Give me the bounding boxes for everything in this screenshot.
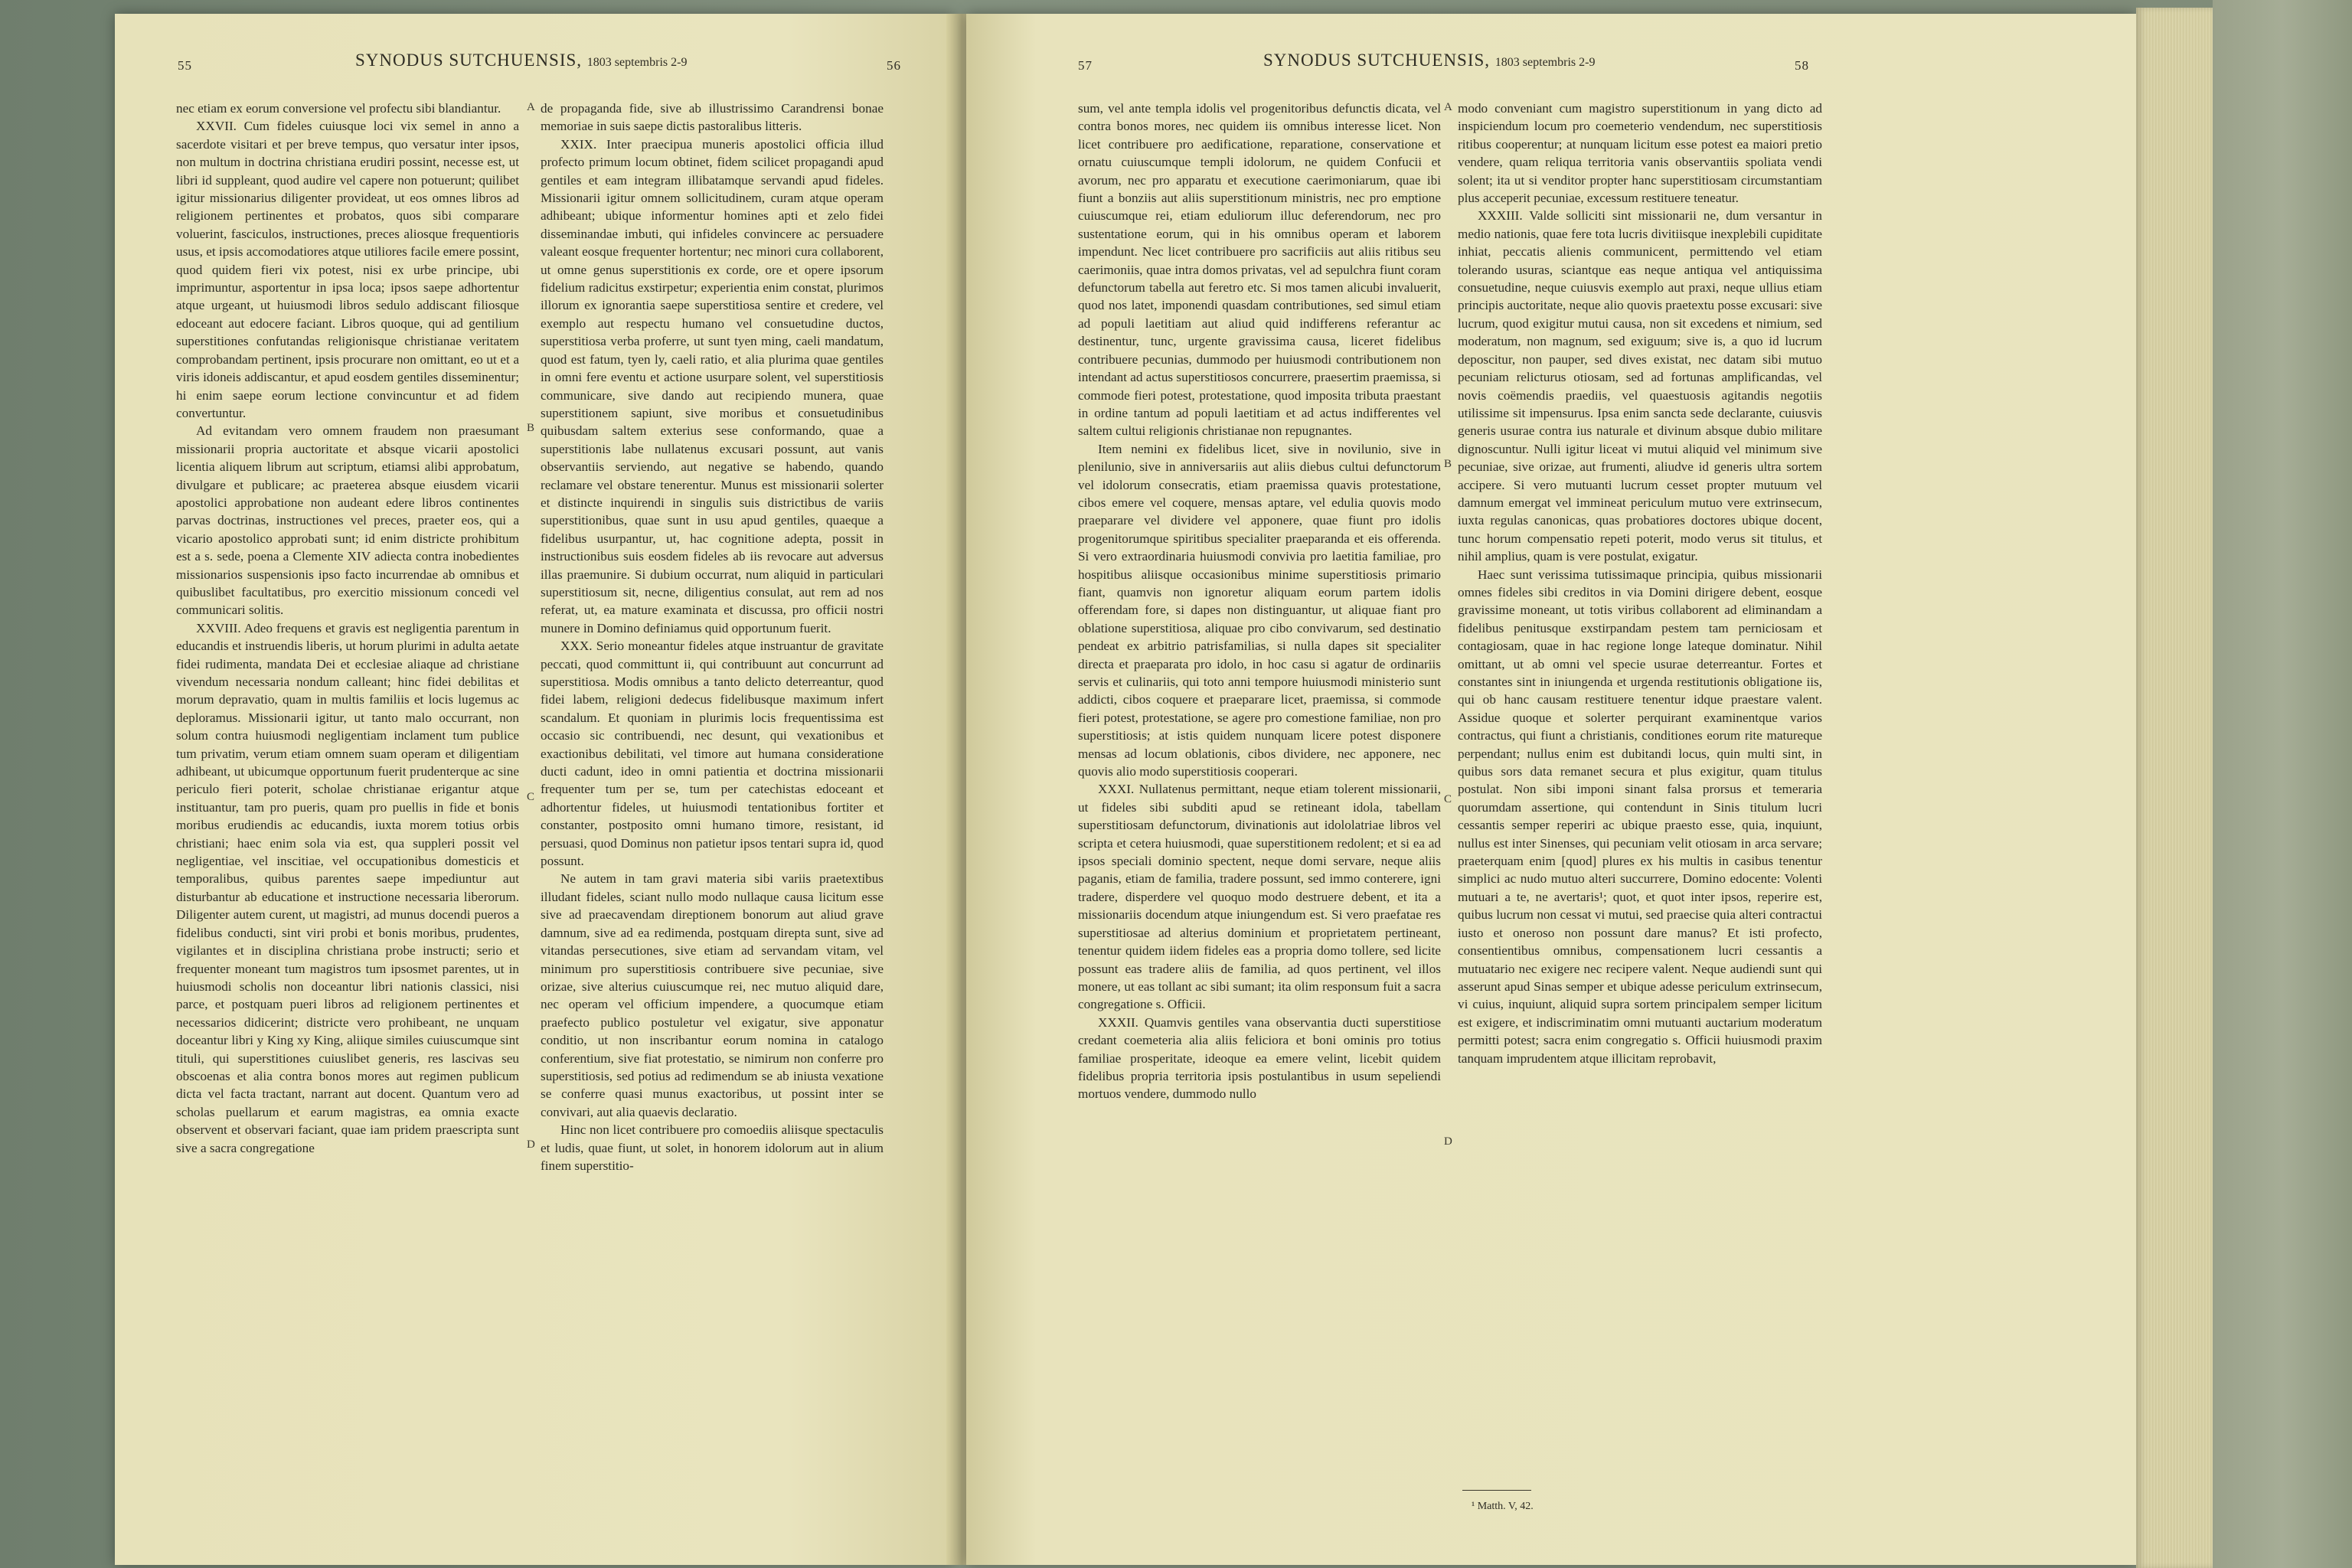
paragraph-xxviii: XXVIII. Adeo frequens et gravis est negligentia parentum in educandis et instruendis liberis, ut horum plurimi in adulta aetate fidei rudimenta, mandata Dei et ecclesiae aliaque ad christiane vivendum necessaria nondum calleant; hinc fidei debilitas et morum depravatio, quam in multis familiis et locis lugemus ac deploramus. Missionarii igitur, ut tanto malo occurrant, non solum contra huiusmodi negligentiam inclament tum publice tum privatim, verum etiam omnem suam operam et diligentiam adhibeant, ut ubicumque opportunum fuerit prudenterque ac sine periculo fieri poterit, scholae christianae erigantur atque instituantur, tam pro pueris, quam pro puellis in fide et bonis moribus erudiendis ac educandis, iuxta morem totius orbis christiani; haec enim sola via est, qua suppleri possit vel negligentiae, vel inscitiae, vel occupationibus domesticis et temporalibus, quibus parentes saepe impediuntur aut disturbantur ab educatione et instructione necessaria liberorum. Diligenter autem curent, ut magistri, ad munus docendi pueros a fidelibus conducti, sint viri probi et bonis moribus, prudentes, vigilantes et in disciplina christiana probe instructi; serio et frequenter moneant tum magistros tum ipsosmet parentes, ut in huiusmodi scholis non doceantur libri nationis classici, nisi parce, et postquam pueri libros ad religionem pertinentes et necessarios didicerint; districte vero prohibeant, ne unquam doceantur libri y King xy King, aliique similes cuiuscumque sint tituli, qui superstitiones cuiuslibet generis, res lascivas seu obscoenas et alia contra bonos mores aut regimen publicum dicta vel facta tractant, narrant aut docent. Quantum vero ad scholas puellarum et earum magistras, ea omnia exacte observent et observari faciant, quae iam pridem praescripta sunt sive a sacra congregatione (176, 620, 519, 1155)
left-page-column-1 (176, 100, 519, 1539)
book-page-edges (2136, 8, 2213, 1568)
footnote: ¹ Matth. V, 42. (1472, 1501, 1534, 1512)
margin-letter-d: D (1444, 1135, 1452, 1148)
right-page (966, 14, 2136, 1565)
left-page (115, 14, 954, 1565)
paragraph: sum, vel ante templa idolis vel progenitoribus defunctis dicata, vel contra bonos mores, nec quidem iis omnibus interesse licet. Non licet contribuere pro aedificatione, reparatione, conservatione et ornatu cuiuscumque templi idolorum, ne quidem Confucii et avorum, nec pro apparatu et executione caerimoniarum, quae ibi fiunt a bonziis aut aliis superstitionum ministris, nec pro emptione cuiuscumque rei, etiam eduliorum illuc deferendorum, nec pro sustentatione eorum, qui in his omnibus operam et laborem impendunt. Nec licet contribuere pro sacrificiis aut aliis ritibus seu caerimoniis, quae intra domos privatas, vel ad sepulchra fiunt coram defunctorum tabella aut feretro etc. Si mos tamen alicubi invaluerit, quod nos latet, imponendi quasdam contributiones, sed simul etiam ad populi laetitiam aut aliud quid indifferens referantur ac destinentur, tunc, urgente gravissima causa, liceret fidelibus contribuere pecunias, dummodo per huiusmodi contributionem non intendant ad actus superstitiosos concurrere, praesertim praemissa, si commode fieri potest, protestatione, quod imposita tributa praestant in ordine tantum ad populi laetitiam et ad actus indifferentes vel saltem cultui religionis christianae non repugnantes. (1078, 101, 1441, 439)
page-number-55: 55 (178, 58, 192, 73)
paragraph: Ad evitandam vero omnem fraudem non praesumant missionarii propria auctoritate et absque vicarii apostolici licentia aliquem librum aut scriptum, etiamsi alibi approbatum, divulgare et publicare; ac praeterea absque eiusdem vicarii apostolici approbatione non audeant edere libros continentes parvas doctrinas, instructiones vel preces, praeter eos, qui a vicario apostolico approbati sunt; id enim districte prohibitum est a s. sede, poena a Clemente XIV adiecta contra inobedientes missionarios suspensionis ipso facto incurrendae ab omnibus et quibuslibet facultatibus, pro exercitio missionum concedi vel communicari solitis. (176, 423, 519, 618)
page-number-56: 56 (887, 58, 901, 73)
footnote-rule (1462, 1490, 1531, 1491)
paragraph-xxxi: XXXI. Nullatenus permittant, neque etiam tolerent missionarii, ut fideles sibi subditi apud se retineant idola, tabellam superstitiosam defunctorum, divinationis aut idololatriae libros vel scripta et cetera huiusmodi, quae superstitionem redolent; et si ea ad ipsos speciali dominio spectent, neque domi servare, neque aliis paganis, etiam de familia, tradere possunt, sed immo conterere, igni tradere, disperdere vel quoquo modo destruere debent, et ita a missionariis docendum atque iniungendum est. Si vero praefatae res superstitiosae ad alterius dominium et proprietatem pertineant, tenentur quidem iidem fideles eas a propria domo tollere, sed licite possunt eas tradere aliis de familia, ad quos pertinent, vel illos monere, ut eas tollant ac sibi sumant; ita olim responsum fuit a sacra congregatione s. Officii. (1078, 782, 1441, 1012)
right-page-column-1 (1078, 100, 1441, 1539)
paragraph: nec etiam ex eorum conversione vel profectu sibi blandiantur. (176, 101, 501, 116)
margin-letter-b: B (527, 422, 535, 434)
margin-letter-c: C (527, 791, 535, 803)
page-number-58: 58 (1795, 58, 1809, 73)
book-cover-edge (2213, 0, 2352, 1568)
running-head: SYNODUS SUTCHUENSIS, 1803 septembris 2-9 (1263, 51, 1596, 70)
margin-letter-c: C (1444, 793, 1452, 805)
left-page-column-2 (541, 100, 884, 1539)
paragraph: modo conveniant cum magistro superstitionum in yang dicto ad inspiciendum locum pro coemeterio vendendum, nec superstitiosis ritibus cooperentur; at nunquam licitum esse potest ea maiori pretio vendere, quam reliqua territoria vanis observantiis spoliata vendi solent; ita ut si venditor propter hanc superstitiosam circumstantiam plus acceperit pecuniae, excessum restituere teneatur. (1458, 101, 1822, 206)
paragraph-xxx: XXX. Serio moneantur fideles atque instruantur de gravitate peccati, quod committunt ii, qui contribuunt aut concurrunt ad superstitiosa. Modis omnibus a tanto delicto deterreantur, quod fidei labem, religioni dedecus fidelibusque maximum infert scandalum. Et quoniam in plurimis locis frequentissima est occasio sic contribuendi, nec desunt, qui vexationibus et exactionibus debilitati, vel timore aut humana consideratione ducti cadunt, ideo in omni patientia et doctrina missionarii frequenter tum per se, tum per catechistas edoceant et adhortentur fideles, ut huiusmodi tentationibus fortiter et constanter, postposito omni humano timore, resistant, id persuasi, quod Dominus non patietur ipsos tentari supra id, quod possunt. (541, 639, 884, 869)
paragraph-xxxiii: XXXIII. Valde solliciti sint missionarii ne, dum versantur in medio nationis, quae fere tota lucris divitiisque inexplebili cupiditate inhiat, peccatis alienis communicent, permittendo vel etiam tolerando usuras, sciantque eas neque antiqua vel antiquissima consuetudine, neque cuiusvis exemplo aut praxi, neque ullius etiam principis auctoritate, neque alio quovis praetextu posse excusari: sive lucrum, quod exigitur mutui causa, non sit excedens et nimium, sed moderatum, non magnum, sed exiguum; sive is, a quo id lucrum deposcitur, non pauper, sed dives existat, nec datam sibi mutuo pecuniam relicturus otiosam, sed ad fortunas amplificandas, vel novis coëmendis praediis, vel quaestuosis agitandis negotiis utilissime sit impensurus. Ipsa enim sancta sede declarante, cuiusvis generis usurae contra ius naturale et divinum absque dubio militare dignoscuntur. Nulli igitur liceat vi mutui aliquid vel minimum sive pecuniae, sive orizae, aut frumenti, aliudve id generis ultra sortem accipere. Si vero mutuanti lucrum cesset propter mutuum vel damnum emergat vel immineat periculum mutuo vere extrinsecum, iuxta regulas canonicas, quas probatiores doctores ubique docent, tunc horum compensatio repeti poterit, modo verus sit titulus, et nihil amplius, quam is vere postulat, exigatur. (1458, 208, 1822, 564)
right-page-column-2 (1458, 100, 1822, 1472)
paragraph: Ne autem in tam gravi materia sibi variis praetextibus illudant fideles, sciant nullo modo nullaque causa licitum esse sive ad praecavendam direptionem bonorum aut aliud grave damnum, sive ad ea redimenda, postquam direpta sunt, sive ad vitandas persecutiones, sive etiam ad servandam vitam, vel minimum pro superstitiosis contribuere sive pecuniae, sive orizae, sive alterius cuiuscumque rei, nec mutuo aliquid dare, nec operam vel officium impendere, a quocumque etiam praefecto publico postuletur vel exigatur, sive apponatur conditio, ut non inscribantur eorum nomina in catalogo conferentium, sive fiat protestatio, se nimirum non conferre pro superstitiosis, sed potius ad redimendum se ab iniusta vexatione se conferre quasi munus exactoribus, ut possint inter se convivari, aut alia quaevis declaratio. (541, 871, 884, 1119)
paragraph-xxix: XXIX. Inter praecipua muneris apostolici officia illud profecto primum locum obtinet, fidem scilicet propagandi apud gentiles et eam integram illibatamque servandi apud fideles. Missionarii igitur omnem sollicitudinem, curam atque operam adhibeant; ubique informentur homines apti et zelo fidei disseminandae imbuti, qui infideles convincere ac persuadere valeant eosque frequenter hortentur; nec minori cura collaborent, ut omne genus superstitionis ex corde, ore et opere ipsorum fidelium radicitus exstirpetur; experientia enim constat, plurimos illorum ex ignorantia saepe superstitiosa sentire et credere, vel exemplo aut respectu humano vel consuetudine ductos, superstitiosa verba proferre, ut sunt tyen ming, caeli mandatum, quod est fatum, tyen ly, caeli ratio, et alia plurima quae gentiles in omni fere eventu et actione usurpare solent, vel superstitiosis communicare, sive dando aut recipiendo munera, quae superstitionem sapiunt, sive moribus et consuetudinibus quibusdam saltem exterius sese conformando, quae a superstitionis labe nullatenus excusari possunt, aut vanis observantiis serviendo, aut negative se habendo, quando reclamare vel obstare tenerentur. Munus est missionarii solerter et distincte inquirendi in singulis suis districtibus de variis superstitionibus, quae sunt in usu apud gentiles, quaeque a fidelibus usurpantur, ut, hac cognitione adepta, possit in instructionibus suis eosdem fideles ab iis revocare aut adversus illas praemunire. Si dubium occurrat, num aliquid in particulari superstitiosum sit, necne, diligentius consulat, aut rem ad nos referat, ut, ea mature examinata et discussa, pro officii nostri munere in Domino definiamus quid opportunum fuerit. (541, 136, 884, 635)
running-head: SYNODUS SUTCHUENSIS, 1803 septembris 2-9 (355, 51, 688, 70)
margin-letter-d: D (527, 1138, 535, 1151)
paragraph-xxvii: XXVII. Cum fideles cuiusque loci vix semel in anno a sacerdote visitari et per breve tempus, quo versatur inter ipsos, non multum in doctrina christiana erudiri possint, necesse est, ut libri id suppleant, quod audire vel capere non potuerunt; quilibet igitur missionarius diligenter provideat, ut eos omnes libros ad religionem pertinentes et probatos, quos sibi comparare voluerint, fasciculos, instructiones, preces aliosque frequentioris usus, et ipsis accomodatiores atque utiliores facile emere possint, quod quidem fieri vix potest, nisi ex urbe principe, ubi imprimuntur, asportentur in ipsa loca; ipsos saepe adhortentur atque urgeant, ut huiusmodi libros sedulo addiscant filiosque edoceant aut edocere faciant. Libros quoque, qui ad gentilium superstitiones confutandas religionisque christianae veritatem comprobandam pertinent, ipsis procurare non omittant, eo ut et a viris idoneis addiscantur, et apud eosdem gentiles disseminentur; hi enim saepe eorum lectione convincuntur et ad fidem convertuntur. (176, 119, 519, 420)
paragraph-xxxii: XXXII. Quamvis gentiles vana observantia ducti superstitiose credant coemeteria alia aliis feliciora et boni ominis pro totius familiae prosperitate, ideoque ea emere velint, licebit quidem fidelibus propria territoria ipsis postulantibus in usum sepeliendi mortuos vendere, dummodo nullo (1078, 1014, 1441, 1102)
paragraph: de propaganda fide, sive ab illustrissimo Carandrensi bonae memoriae in suis saepe dictis pastoralibus litteris. (541, 101, 884, 134)
margin-letter-b: B (1444, 458, 1452, 470)
paragraph: Hinc non licet contribuere pro comoediis aliisque spectaculis et ludis, quae fiunt, ut solet, in honorem idolorum aut in alium finem superstitio- (541, 1122, 884, 1173)
page-number-57: 57 (1078, 58, 1093, 73)
paragraph: Item nemini ex fidelibus licet, sive in novilunio, sive in plenilunio, sive in anniversariis aut aliis diebus cultui defunctorum vel idolorum consecratis, etiam praemissa quavis protestatione, cibos emere vel coquere, mensas aptare, vel edulia quovis modo praeparare vel dividere vel apponere, quae fiunt pro idolis progenitorumque spiritibus specialiter praeparanda et eis offerenda. Si vero extraordinaria huiusmodi convivia pro laetitia familiae, pro hospitibus aliisque occasionibus minime superstitiosis primario fiant, quamvis non ignoretur aliquam eorum partem idolis offerendam fore, si dapes non distinguantur, ut aliquae fiant pro oblatione superstitiosa, aliquae pro cibo convivarum, sed destinatio pendeat ex arbitrio patrisfamilias, si nulla dapes sit specialiter directa et praeparata pro idolo, in hoc casu si agatur de ordinariis servis et culinariis, qui toto anni tempore huiusmodi ministerio sunt addicti, cibos coquere et praeparare licet, praemissa, si commode fieri potest, protestatione, se agere pro comestione familiae, non pro superstitiosis; at istis quidem nunquam licere potest disponere mensas ad locum oblationis, cibos dividere, nec apponere, nec quovis alio modo superstitiosis cooperari. (1078, 441, 1441, 779)
margin-letter-a: A (527, 101, 535, 113)
paragraph: Haec sunt verissima tutissimaque principia, quibus missionarii omnes fideles sibi creditos in via Domini dirigere debent, eosque gravissime moneant, ut totis viribus collaborent ad eliminandam a fidelibus penitusque exstirpandam pestem tam perniciosam et contagiosam, quae in hac regione longe lateque dominatur. Nihil omittant, ut ab omni vel specie usurae deterreantur. Fortes et constantes sint in iniungenda et urgenda restitutionis obligatione iis, qui ob hanc causam restituere tenentur idque praestare valent. Assidue quoque et solerter perquirant examinentque varios contractus, qui fiunt a christianis, conditiones eorum rite matureque perpendant; nullus enim est dubitandi locus, quin multi sint, in quibus sors data remanet secura et plus exigitur, quam titulus postulat. Non sibi imponi sinant falsa prorsus et temeraria quorumdam assertione, qui contendunt in Sinis titulum lucri cessantis semper reperiri ac ubique praesto esse, quia, inquiunt, nullus est inter Sinenses, qui pecuniam velit otiosam in arca servare; praeterquam enim [quod] plures ex his multis in casibus tenentur simplici ac nudo mutuo alteri succurrere, Domino edocente: Volenti mutuari a te, ne avertaris¹; quot, et quot inter ipsos, reperire est, quibus lucrum non cessat vi mutui, sed praecise quia alteri contractui iusto et oneroso non possunt dare manus? Et isti profecto, consentientibus omnibus, compensationem lucri cessantis a mutuatario nec exigere nec recipere valent. Neque audiendi sunt qui asserunt apud Sinas semper et ubique adesse periculum extrinsecum, vi cuius, inquiunt, aliquid supra sortem principalem semper licitum est exigere, et indiscriminatim omni mutuanti auctarium moderatum permitti potest; sacra enim congregatio s. Officii huiusmodi praxim tanquam imprudentem atque illicitam reprobavit, (1458, 567, 1822, 1066)
margin-letter-a: A (1444, 101, 1452, 113)
